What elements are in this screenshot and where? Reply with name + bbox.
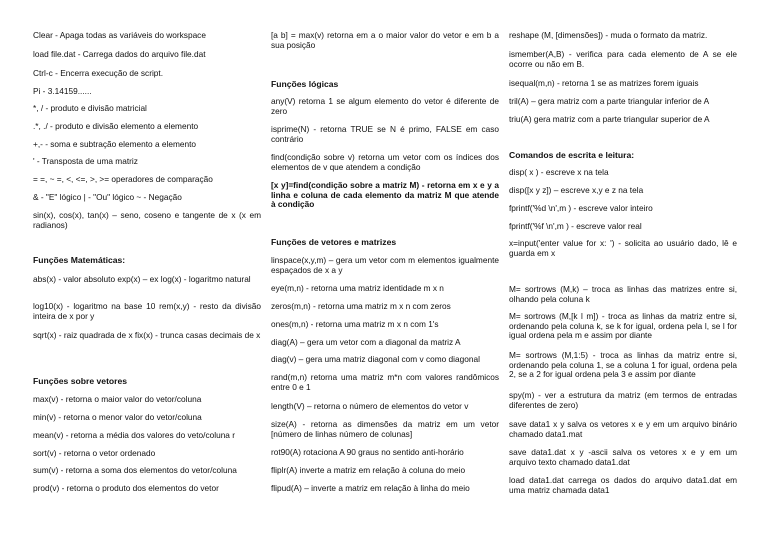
entry-find: find(condição sobre v) retorna um vetor com os índices dos elementos de v que atendem a condição — [271, 152, 499, 172]
entry-sort: sort(v) - retorna o vetor ordenado — [33, 448, 156, 458]
entry-isequal: isequal(m,n) - retorna 1 se as matrizes forem iguais — [509, 78, 699, 88]
entry-tril: tril(A) – gera matriz com a parte triangular inferior de A — [509, 96, 710, 106]
entry-clear: Clear - Apaga todas as variáveis do workspace — [33, 30, 206, 40]
heading-logical-functions: Funções lógicas — [271, 79, 339, 89]
entry-eye: eye(m,n) - retorna uma matriz identidade m x n — [271, 283, 444, 293]
entry-rot90: rot90(A) rotaciona A 90 graus no sentido anti-horário — [271, 447, 464, 457]
entry-load: load file.dat - Carrega dados do arquivo file.dat — [33, 49, 206, 59]
entry-abs: abs(x) - valor absoluto exp(x) – ex log(x) - logaritmo natural — [33, 274, 251, 284]
entry-mean: mean(v) - retorna a média dos valores do veto/coluna r — [33, 430, 235, 440]
entry-any: any(V) retorna 1 se algum elemento do vetor é diferente de zero — [271, 96, 499, 116]
entry-fprintf-real: fprintf('%f \n',m ) - escreve valor real — [509, 221, 642, 231]
entry-sqrt: sqrt(x) - raiz quadrada de x fix(x) - trunca casas decimais de x — [33, 330, 261, 340]
entry-triu: triu(A) gera matriz com a parte triangular superior de A — [509, 114, 710, 124]
entry-comparison: = =, ~ =, <, <=, >, >= operadores de comparação — [33, 174, 213, 184]
entry-zeros: zeros(m,n) - retorna uma matriz m x n com zeros — [271, 301, 451, 311]
entry-min: min(v) - retorna o menor valor do vetor/coluna — [33, 412, 202, 422]
entry-log10: log10(x) - logaritmo na base 10 rem(x,y) - resto da divisão inteira de x por y — [33, 301, 261, 321]
entry-prod: prod(v) - retorna o produto dos elementos do vetor — [33, 483, 219, 493]
entry-save-binary: save data1 x y salva os vetores x e y em um arquivo binário chamado data1.mat — [509, 419, 737, 439]
entry-find-matrix: [x y]=find(condição sobre a matriz M) - retorna em x e y a linha e coluna de cada elemento da matriz M que atende à condição — [271, 180, 499, 210]
heading-io-commands: Comandos de escrita e leitura: — [509, 150, 635, 160]
entry-ctrl-c: Ctrl-c - Encerra execução de script. — [33, 68, 164, 78]
entry-isprime: isprime(N) - retorna TRUE se N é primo, FALSE em caso contrário — [271, 124, 499, 144]
entry-length: length(V) – retorna o número de elementos do vetor v — [271, 401, 469, 411]
entry-reshape: reshape (M, [dimensões]) - muda o formato da matriz. — [509, 30, 708, 40]
entry-logical: & - "E" lógico | - "Ou" lógico ~ - Negação — [33, 192, 182, 202]
entry-sum: sum(v) - retorna a soma dos elementos do vetor/coluna — [33, 465, 237, 475]
entry-elementwise-product: .*, ./ - produto e divisão elemento a elemento — [33, 121, 199, 131]
entry-load-dat: load data1.dat carrega os dados do arquivo data1.dat em uma matriz chamada data1 — [509, 475, 737, 495]
entry-spy: spy(m) - ver a estrutura da matriz (em termos de entradas diferentes de zero) — [509, 390, 737, 410]
entry-fprintf-int: fprintf('%d \n',m ) - escreve valor inteiro — [509, 203, 653, 213]
entry-matrix-product: *, / - produto e divisão matricial — [33, 103, 147, 113]
entry-sortrows-k: M= sortrows (M,k) – troca as linhas das matrizes entre si, olhando pela coluna k — [509, 284, 737, 304]
entry-transpose: ' - Transposta de uma matriz — [33, 156, 138, 166]
entry-flipud: flipud(A) – inverte a matriz em relação à linha do meio — [271, 483, 470, 493]
entry-input: x=input('enter value for x: ') - solicita ao usuário dado, lê e guarda em x — [509, 238, 737, 258]
entry-max-position: [a b] = max(v) retorna em a o maior valor do vetor e em b a sua posição — [271, 30, 499, 50]
entry-save-ascii: save data1.dat x y -ascii salva os vetores x e y em um arquivo texto chamado data1.dat — [509, 447, 737, 467]
entry-size: size(A) - retorna as dimensões da matriz em um vetor [número de linhas número de colunas] — [271, 419, 499, 439]
entry-sum-subtraction: +,- - soma e subtração elemento a elemento — [33, 139, 197, 149]
entry-sortrows-klm: M= sortrows (M,[k l m]) - troca as linhas da matriz entre si, ordenando pela coluna k, se k for igual, ordena pela l, se l for igual ordena pela m e assim por diante — [509, 311, 737, 341]
entry-diag-v: diag(v) – gera uma matriz diagonal com v como diagonal — [271, 354, 480, 364]
entry-disp-vector: disp([x y z]) – escreve x,y e z na tela — [509, 185, 644, 195]
entry-sortrows-range: M= sortrows (M,1:5) - troca as linhas da matriz entre si, ordenando pela coluna 1, se a coluna 1 for igual, ordena pela 2, se a 2 for igual ordena pela 3 e assim por diante — [509, 350, 737, 380]
heading-vector-matrix-functions: Funções de vetores e matrizes — [271, 237, 397, 247]
entry-disp: disp( x ) - escreve x na tela — [509, 167, 609, 177]
entry-pi: Pi - 3.14159...... — [33, 86, 92, 96]
entry-linspace: linspace(x,y,m) – gera um vetor com m elementos igualmente espaçados de x a y — [271, 255, 499, 275]
heading-math-functions: Funções Matemáticas: — [33, 255, 126, 265]
entry-rand: rand(m,n) retorna uma matriz m*n com valores randômicos entre 0 e 1 — [271, 372, 499, 392]
entry-fliplr: fliplr(A) inverte a matriz em relação à coluna do meio — [271, 465, 466, 475]
entry-ismember: ismember(A,B) - verifica para cada elemento de A se ele ocorre ou não em B. — [509, 49, 737, 69]
entry-diag-a: diag(A) – gera um vetor com a diagonal da matriz A — [271, 337, 461, 347]
entry-ones: ones(m,n) - retorna uma matriz m x n com 1's — [271, 319, 439, 329]
heading-vector-functions: Funções sobre vetores — [33, 376, 128, 386]
entry-max: max(v) - retorna o maior valor do vetor/coluna — [33, 394, 202, 404]
entry-trig: sin(x), cos(x), tan(x) – seno, coseno e tangente de x (x em radianos) — [33, 210, 261, 230]
